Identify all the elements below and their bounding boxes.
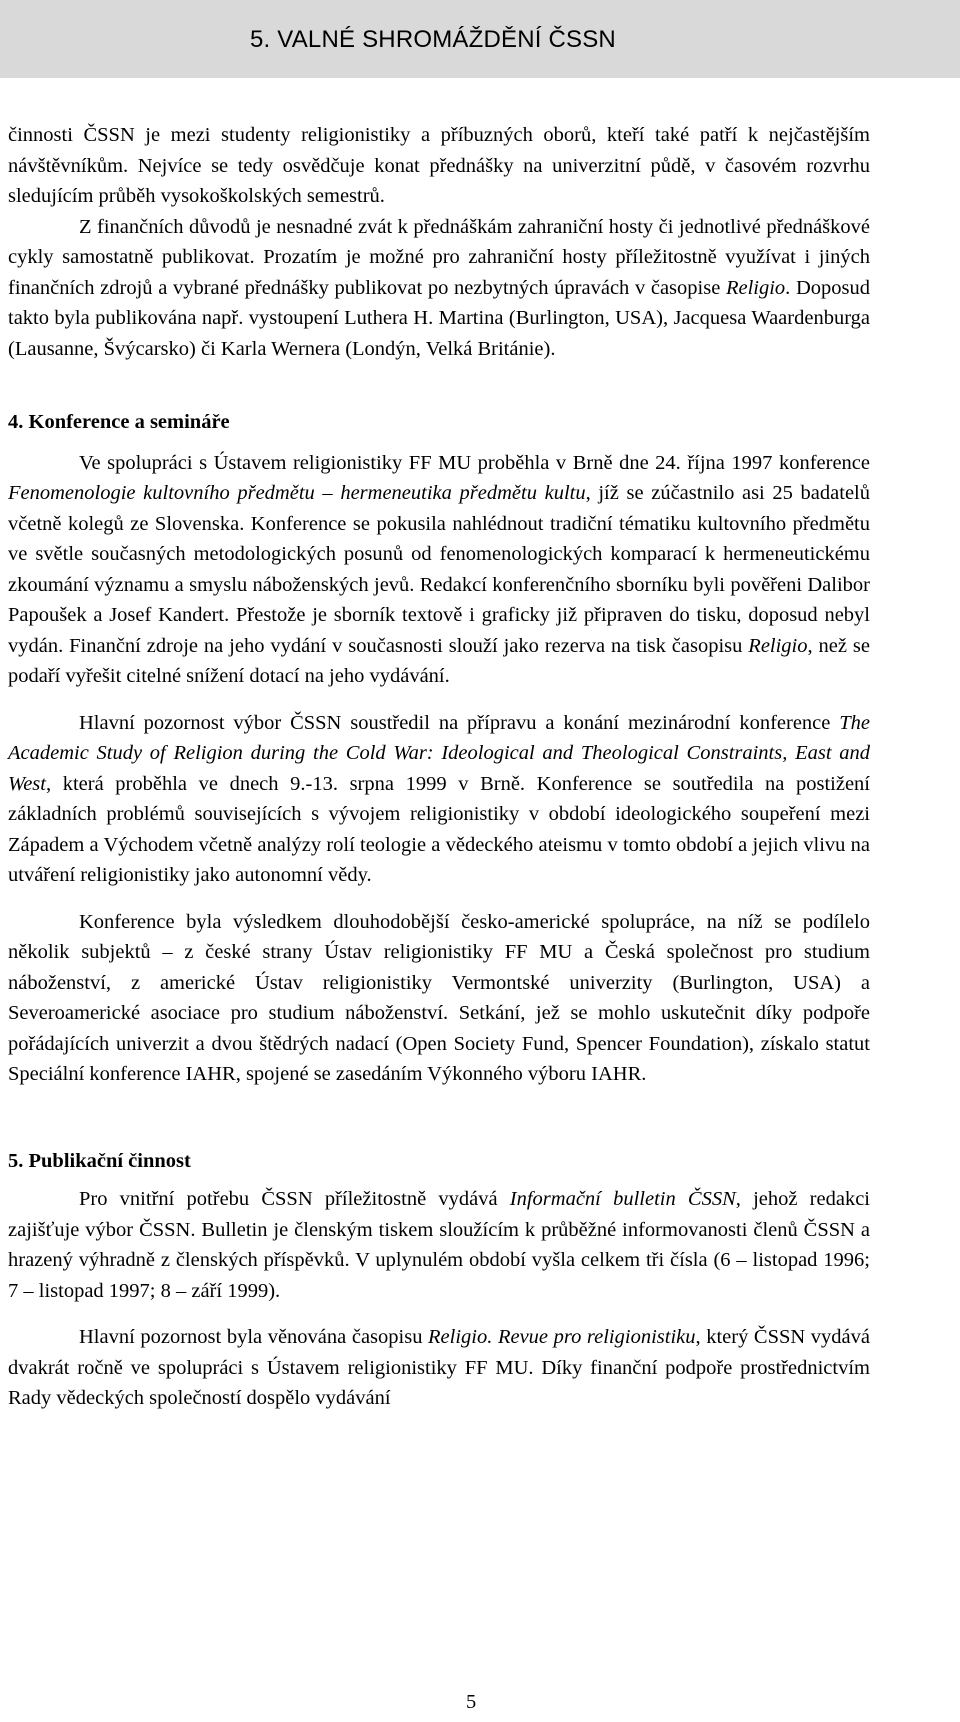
page-header xyxy=(0,0,960,78)
text-run: Z finančních důvodů je nesnadné zvát k přednáškám zahraniční hosty či jednotlivé přednáškové cykly samostatně publikovat. Prozatím je možné pro zahraniční hosty příležitostně využívat i jiných finančních zdrojů a vybrané přednášky publikovat po nezbytných úpravách v časopise xyxy=(8,215,870,299)
text-run: Ve spolupráci s Ústavem religionistiky FF MU proběhla v Brně dne 24. října 1997 konference xyxy=(79,451,870,474)
text-run: Pro vnitřní potřebu ČSSN příležitostně vydává xyxy=(79,1188,510,1210)
paragraph-cooperation: Konference byla výsledkem dlouhodobější česko-americké spolupráce, na níž se podílelo několik subjektů – z české strany Ústav religionistiky FF MU a Česká společnost pro studium náboženství, z americké Ústav religionistiky Vermontské univerzity (Burlington, USA) a Severoamerické asociace pro studium náboženství. Setkání, jež se mohlo uskutečnit díky podpoře pořádajících univerzit a dvou štědrých nadací (Open Society Fund, Spencer Foundation), získalo statut Speciální konference IAHR, spojené se zasedáním Výkonného výboru IAHR. xyxy=(8,910,870,1085)
italic-journal-title: Religio. Revue pro religionistiku xyxy=(428,1326,696,1348)
paragraph-conference-1999 xyxy=(8,708,870,891)
text-run: , jehož redakci zajišťuje výbor ČSSN. Bulletin je členským tiskem sloužícím k průběžné informovanosti členů ČSSN a hrazený výhradně z členských příspěvků. V uplynulém období vyšla celkem tři čísla (6 – listopad 1996; 7 – listopad 1997; 8 – září 1999). xyxy=(8,1188,871,1302)
section-heading-conferences: 4. Konference a semináře xyxy=(8,411,230,433)
text-run: Hlavní pozornost výbor ČSSN soustředil na přípravu a konání mezinárodní konference xyxy=(79,711,840,734)
text-run: Hlavní pozornost byla věnována časopisu xyxy=(79,1326,429,1348)
paragraph-continued: činnosti ČSSN je mezi studenty religionistiky a příbuzných oborů, kteří také patří k nejčastějším návštěvníkům. Nejvíce se tedy osvědčuje konat přednášky na univerzitní půdě, v časovém rozvrhu sledujícím průběh vysokoškolských semestrů. xyxy=(8,124,870,207)
text-run: , jíž se zúčastnilo asi 25 badatelů včetně kolegů ze Slovenska. Konference se pokusila nahlédnout tradiční tématiku kultovního předmětu ve světle současných metodologických posunů od fenomenologických komparací k hermeneutickému zkoumání významu a smyslu náboženských jevů. Redakcí konferenčního sborníku byli pověřeni Dalibor Papoušek a Josef Kandert. Přestože je sborník textově i graficky již připraven do tisku, doposud nebyl vydán. Finanční zdroje na jeho vydání v současnosti slouží jako rezerva na tisk časopisu xyxy=(8,482,870,657)
text-run: , než se podaří vyřešit citelné snížení dotací na jeho vydávání. xyxy=(8,634,870,687)
section-heading-publications: 5. Publikační činnost xyxy=(8,1149,191,1172)
document-body xyxy=(8,120,870,1414)
italic-journal-title: Religio xyxy=(725,276,786,299)
paragraph-bulletin xyxy=(8,1184,870,1306)
text-run: , která proběhla ve dnech 9.-13. srpna 1999 v Brně. Konference se soutředila na postižení základních problémů souvisejících s vývojem religionistiky v období ideologického soupeření mezi Západem a Východem včetně analýzy rolí teologie a vědeckého ateismu v tomto období a jejich vlivu na utváření religionistiky jako autonomní vědy. xyxy=(8,772,870,886)
italic-conference-title: The Academic Study of Religion during the Cold War: Ideological and Theological Constraints, East and West xyxy=(8,711,870,795)
paragraph-foreign-guests xyxy=(8,212,870,365)
text-run: , který ČSSN vydává dvakrát ročně ve spolupráci s Ústavem religionistiky FF MU. Díky finanční podpoře prostřednictvím Rady vědeckých společností dospělo vydávání xyxy=(8,1326,870,1409)
text-run: . Doposud takto byla publikována např. vystoupení Luthera H. Martina (Burlington, USA), Jacquesa Waardenburga (Lausanne, Švýcarsko) či Karla Wernera (Londýn, Velká Británie). xyxy=(8,276,870,360)
page-header-title: 5. VALNÉ SHROMÁŽDĚNÍ ČSSN xyxy=(250,26,616,53)
italic-conference-title: Fenomenologie kultovního předmětu – hermeneutika předmětu kultu xyxy=(8,482,586,504)
italic-journal-title: Religio xyxy=(748,634,808,657)
paragraph-conference-1997 xyxy=(8,448,870,692)
italic-bulletin-title: Informační bulletin ČSSN xyxy=(509,1188,736,1210)
page-number: 5 xyxy=(466,1691,477,1713)
paragraph-journal xyxy=(8,1322,870,1414)
